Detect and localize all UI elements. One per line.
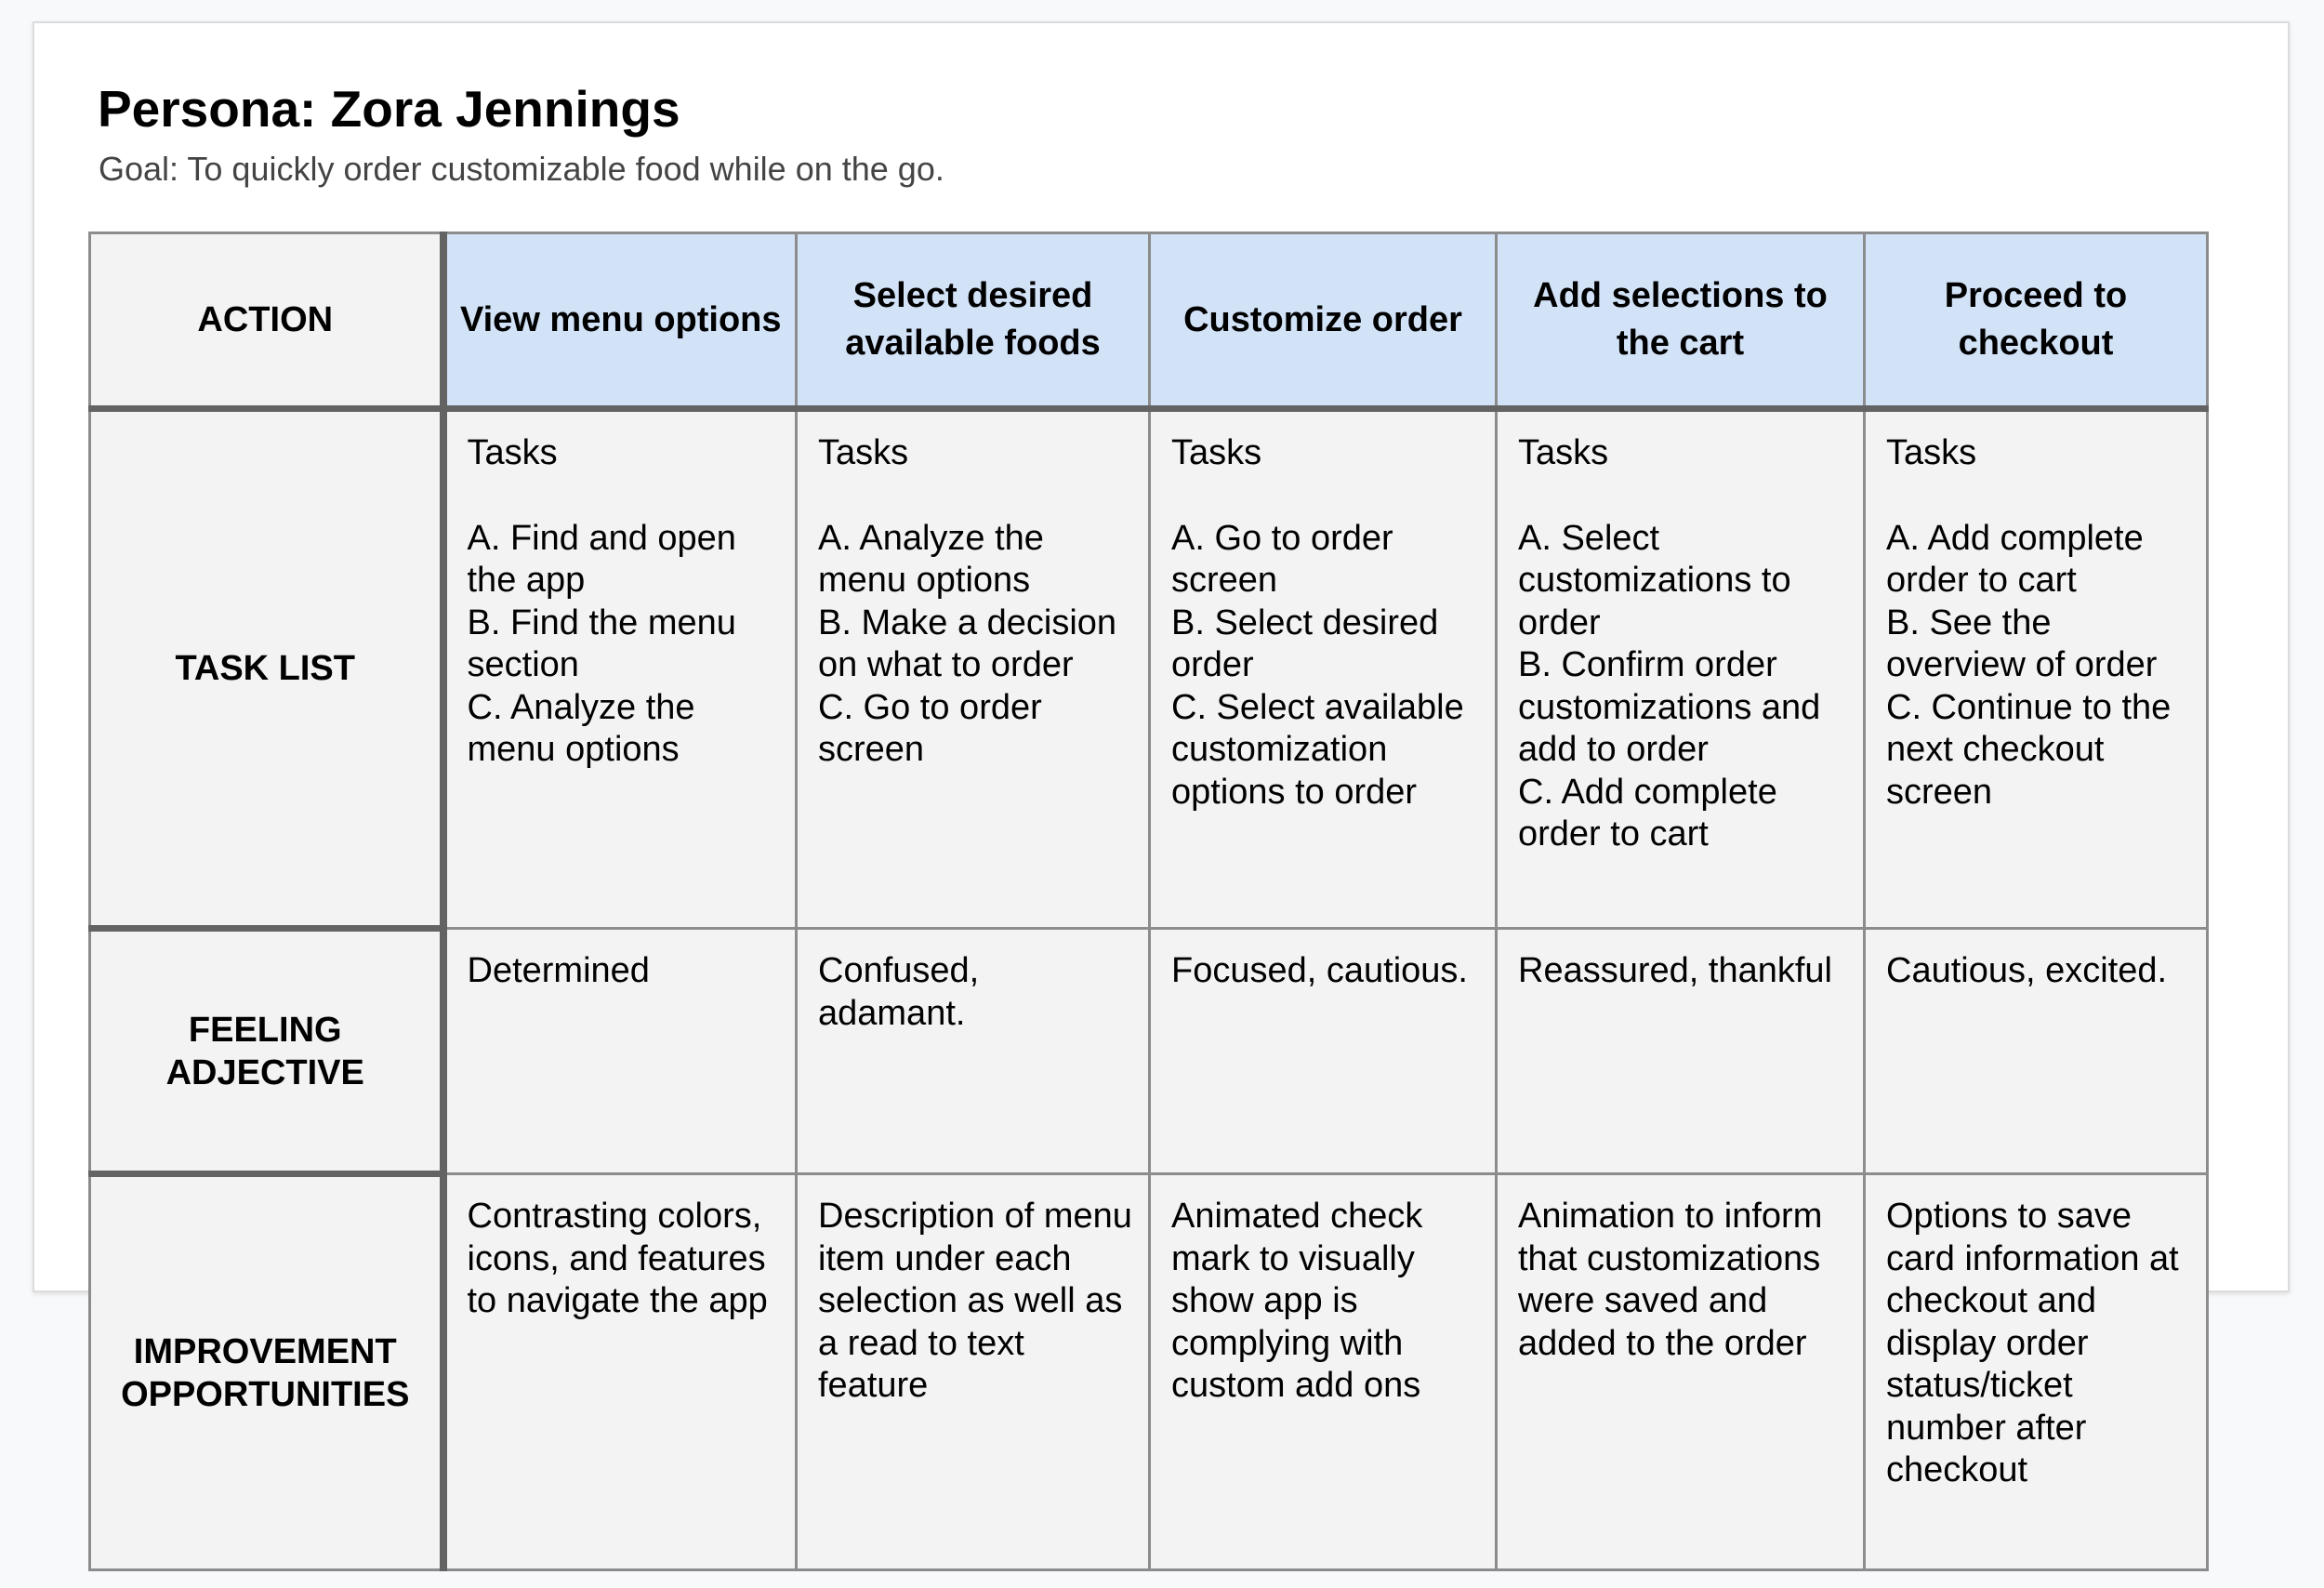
task-item: C. Go to order screen — [818, 687, 1042, 769]
task-item: A. Select customizations to order — [1518, 518, 1791, 642]
task-item: B. Make a decision on what to order — [818, 602, 1117, 684]
task-item: B. Confirm order customizations and add to order — [1518, 645, 1821, 769]
stage-header-select-foods: Select desired available foods — [797, 233, 1150, 409]
tasks-heading: Tasks — [467, 433, 558, 472]
tasks-heading: Tasks — [1886, 433, 1977, 472]
feeling-row — [90, 929, 2208, 1174]
stage-header-customize-order: Customize order — [1150, 233, 1497, 409]
improvement-row — [90, 1174, 2208, 1570]
task-cell — [1497, 409, 1865, 929]
task-item: A. Go to order screen — [1171, 518, 1393, 600]
task-list-row — [90, 409, 2208, 929]
task-item: C. Analyze the menu options — [467, 687, 695, 769]
feeling-cell: Determined — [443, 929, 797, 1174]
improvement-cell: Animated check mark to visually show app is complying with custom add ons — [1150, 1174, 1497, 1570]
feeling-cell: Focused, cautious. — [1150, 929, 1497, 1174]
task-cell — [443, 409, 797, 929]
feeling-cell: Reassured, thankful — [1497, 929, 1865, 1174]
task-item: C. Add complete order to cart — [1518, 772, 1777, 854]
row-header-action: ACTION — [90, 233, 443, 409]
tasks-heading: Tasks — [1518, 433, 1609, 472]
task-item: B. Find the menu section — [467, 602, 736, 684]
task-item: A. Add complete order to cart — [1886, 518, 2144, 600]
task-cell — [1865, 409, 2208, 929]
task-item: A. Analyze the menu options — [818, 518, 1044, 600]
improvement-cell: Description of menu item under each selection as well as a read to text feature — [797, 1174, 1150, 1570]
persona-title: Persona: Zora Jennings — [98, 80, 680, 138]
improvement-cell: Animation to inform that customizations were saved and added to the order — [1497, 1174, 1865, 1570]
tasks-heading: Tasks — [1171, 433, 1262, 472]
improvement-cell: Options to save card information at checkout and display order status/ticket number after checkout — [1865, 1174, 2208, 1570]
task-item: B. See the overview of order — [1886, 602, 2158, 684]
tasks-heading: Tasks — [818, 433, 909, 472]
stage-header-view-menu: View menu options — [443, 233, 797, 409]
feeling-cell: Cautious, excited. — [1865, 929, 2208, 1174]
action-row — [90, 233, 2208, 409]
row-header-improvement: IMPROVEMENT OPPORTUNITIES — [90, 1174, 443, 1570]
user-journey-map-table — [88, 232, 2209, 1571]
feeling-cell: Confused, adamant. — [797, 929, 1150, 1174]
task-list — [1886, 518, 2193, 814]
task-list — [818, 518, 1135, 772]
improvement-cell: Contrasting colors, icons, and features to navigate the app — [443, 1174, 797, 1570]
task-item: C. Continue to the next checkout screen — [1886, 687, 2172, 812]
task-item: A. Find and open the app — [467, 518, 736, 600]
row-header-task-list: TASK LIST — [90, 409, 443, 929]
persona-goal: Goal: To quickly order customizable food while on the go. — [99, 150, 944, 188]
task-cell — [1150, 409, 1497, 929]
stage-header-checkout: Proceed to checkout — [1865, 233, 2208, 409]
stage-header-add-to-cart: Add selections to the cart — [1497, 233, 1865, 409]
task-list — [1518, 518, 1850, 856]
task-list — [1171, 518, 1482, 814]
task-item: C. Select available customization options to order — [1171, 687, 1464, 812]
row-header-feeling: FEELING ADJECTIVE — [90, 929, 443, 1174]
task-list — [468, 518, 783, 772]
task-item: B. Select desired order — [1171, 602, 1439, 684]
task-cell — [797, 409, 1150, 929]
